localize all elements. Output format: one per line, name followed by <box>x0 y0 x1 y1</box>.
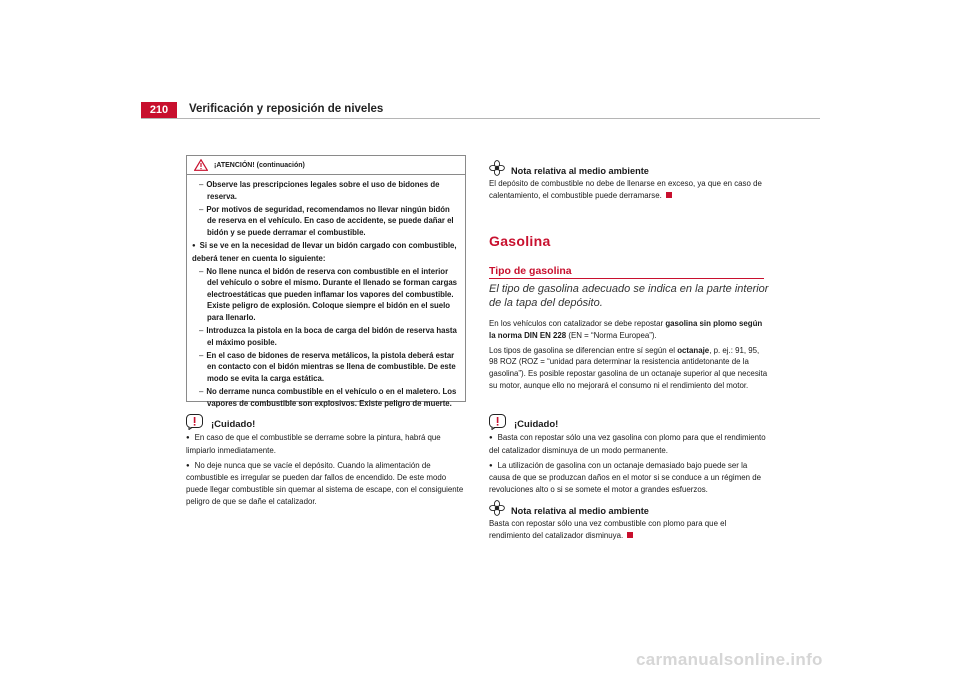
warning-item: – No derrame nunca combustible en el vehículo o en el maletero. Los vapores de combustible son explosivos. Existe peligro de muerte. <box>197 386 460 409</box>
warning-item: – No llene nunca el bidón de reserva con combustible en el interior del vehículo o sobre el mismo. Durante el llenado se forman cargas electroestáticas que pueden inflamar los vapores del combustible. Existe peligro de explosión. Coloque siempre el bidón en el suelo para llenarlo. <box>197 266 460 324</box>
page-header-title: Verificación y reposición de niveles <box>189 103 384 115</box>
env-note-top <box>489 160 769 205</box>
warning-item: – Por motivos de seguridad, recomendamos no llevar ningún bidón de reserva en el vehículo. En caso de accidente, se puede dañar el bidón y se puede derramar el combustible. <box>197 204 460 239</box>
warning-triangle-icon <box>194 159 208 171</box>
caution-right-heading: ¡Cuidado! <box>514 419 559 430</box>
caution-left-item: ● En caso de que el combustible se derrame sobre la pintura, habrá que limpiarlo inmediatamente. <box>186 432 466 457</box>
caution-right <box>489 414 769 499</box>
warning-box-heading: ¡ATENCIÓN! (continuación) <box>214 161 305 169</box>
caution-left-heading: ¡Cuidado! <box>211 419 256 430</box>
end-of-section-mark <box>666 192 672 198</box>
caution-icon <box>186 414 203 430</box>
section-title: Gasolina <box>489 233 551 249</box>
env-note-bottom <box>489 500 769 545</box>
warning-item: ● Si se ve en la necesidad de llevar un bidón cargado con combustible, deberá tener en cuenta lo siguiente: <box>192 240 460 264</box>
caution-left-item: ● No deje nunca que se vacíe el depósito. Cuando la alimentación de combustible es irregular se pueden dar fallos de encendido. De este modo puede llegar combustible sin quemar al sistema de escape, con el consiguiente peligro de que se dañe el catalizador. <box>186 460 466 508</box>
watermark: carmanualsonline.info <box>636 650 823 669</box>
warning-box-header <box>187 156 465 175</box>
env-note-bottom-text: Basta con repostar sólo una vez combustible con plomo para que el rendimiento del catalizador disminuya. <box>489 519 727 540</box>
page-number: 210 <box>141 102 177 118</box>
subsection-divider <box>489 278 764 279</box>
subsection-intro: El tipo de gasolina adecuado se indica en la parte interior de la tapa del depósito. <box>489 283 769 309</box>
caution-icon <box>489 414 506 430</box>
warning-item: – En el caso de bidones de reserva metálicos, la pistola deberá estar en contacto con el bidón mientras se llena de combustible. De este modo se evita la carga estática. <box>197 350 460 385</box>
paragraph: En los vehículos con catalizador se debe repostar gasolina sin plomo según la norma DIN EN 228 (EN = “Norma Europea”). <box>489 319 763 340</box>
warning-box <box>186 155 466 408</box>
gasolina-body <box>489 318 769 395</box>
warning-item: – Observe las prescripciones legales sobre el uso de bidones de reserva. <box>197 179 460 202</box>
flower-icon <box>489 160 505 176</box>
env-note-top-text: El depósito de combustible no debe de llenarse en exceso, ya que en caso de calentamiento, el combustible puede derramarse. <box>489 179 762 200</box>
header-divider <box>141 118 820 119</box>
caution-right-item: ● La utilización de gasolina con un octanaje demasiado bajo puede ser la causa de que se produzcan daños en el motor si se conduce a un régimen de revoluciones alto o si se somete el motor a grandes esfuerzos. <box>489 460 769 496</box>
caution-left <box>186 414 466 511</box>
subsection-title: Tipo de gasolina <box>489 265 572 277</box>
flower-icon <box>489 500 505 516</box>
warning-item: – Introduzca la pistola en la boca de carga del bidón de reserva hasta el máximo posible. <box>197 325 460 348</box>
end-of-section-mark <box>627 532 633 538</box>
paragraph: Los tipos de gasolina se diferencian entre sí según el octanaje, p. ej.: 91, 95, 98 ROZ (ROZ = “unidad para determinar la resistencia antidetonante de la gasolina”). Es posible repostar gasolina de un octanaje superior al que necesita su motor, aunque ello no mejorará el consumo ni el rendimiento del motor. <box>489 345 768 390</box>
env-note-top-heading: Nota relativa al medio ambiente <box>511 166 649 176</box>
caution-right-item: ● Basta con repostar sólo una vez gasolina con plomo para que el rendimiento del catalizador disminuya de un modo permanente. <box>489 432 769 457</box>
env-note-bottom-heading: Nota relativa al medio ambiente <box>511 506 649 516</box>
